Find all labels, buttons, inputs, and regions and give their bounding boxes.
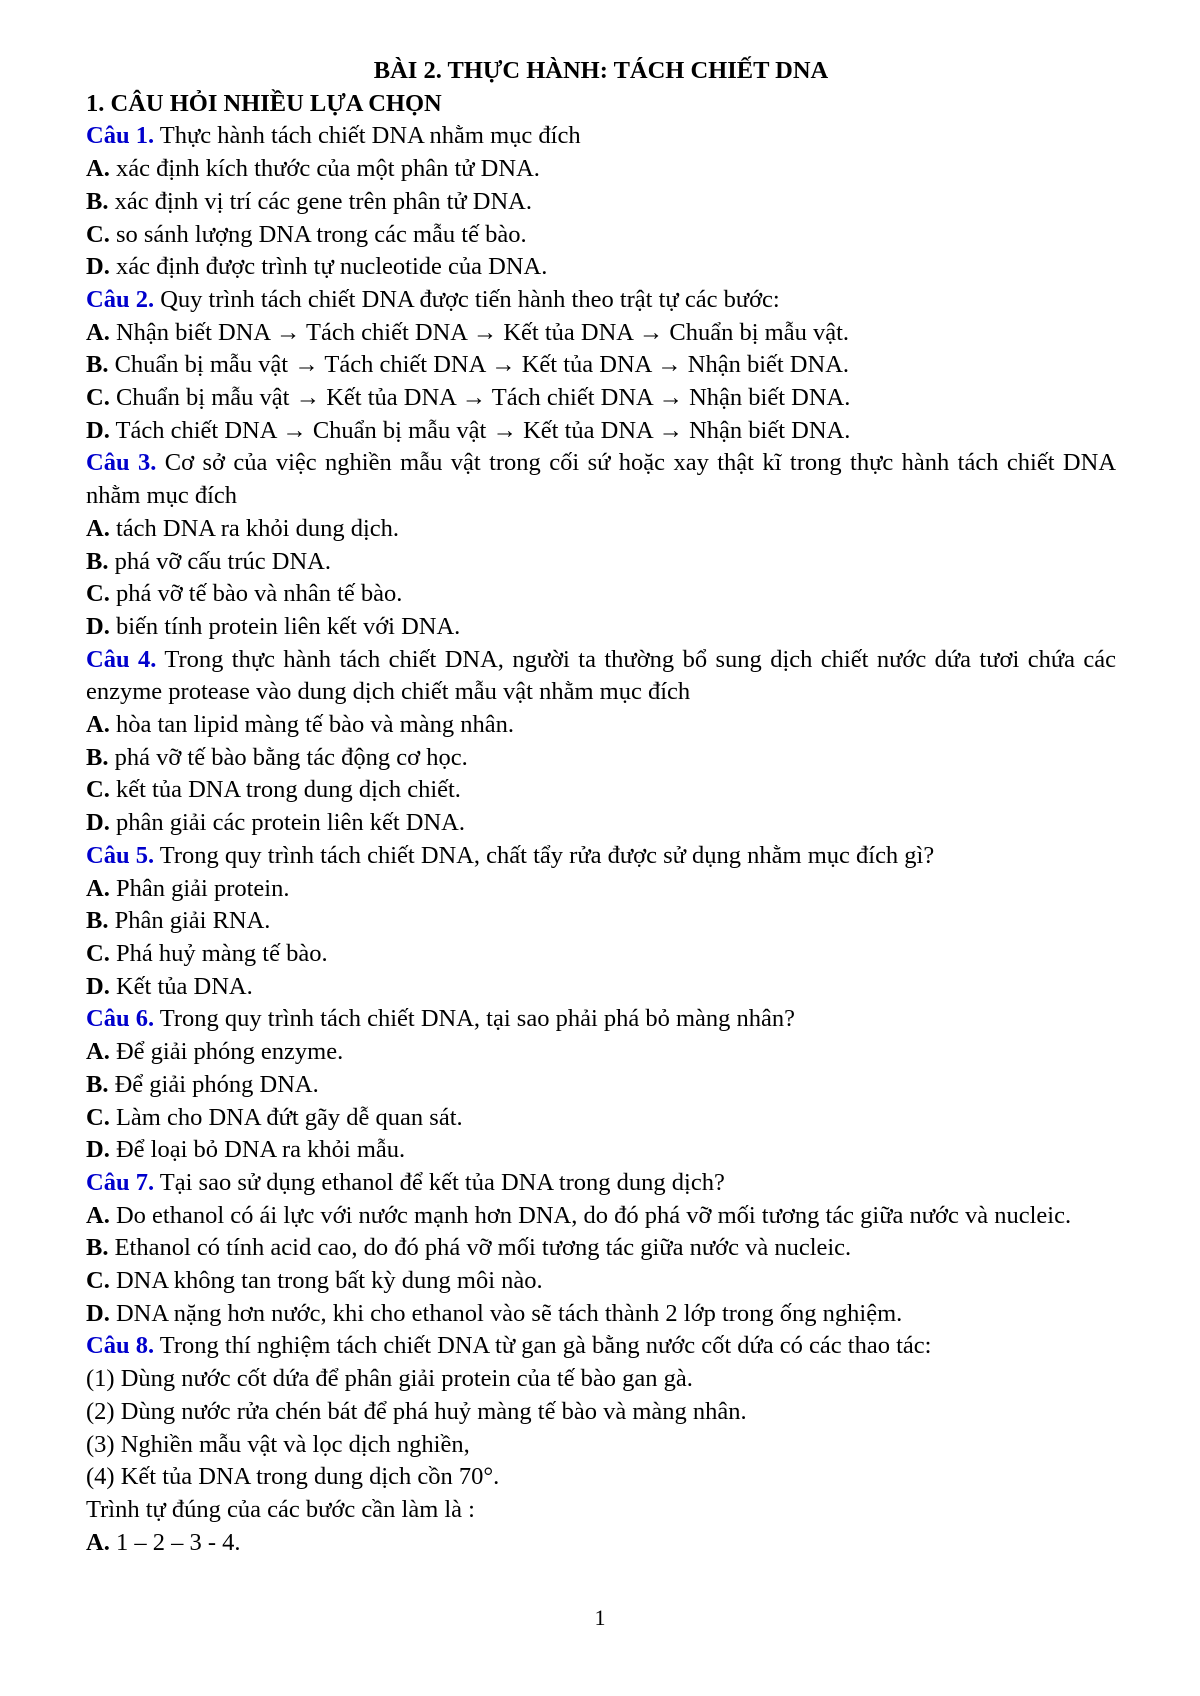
page-title: BÀI 2. THỰC HÀNH: TÁCH CHIẾT DNA <box>373 57 829 84</box>
option-text: Phân giải RNA. <box>114 907 271 935</box>
option-text: biến tính protein liên kết với DNA. <box>115 612 461 640</box>
option-label: D. <box>86 1136 110 1164</box>
option-text: phá vỡ cấu trúc DNA. <box>114 547 331 575</box>
option-d <box>86 1134 1116 1167</box>
option-label: B. <box>86 1070 109 1098</box>
option-label: D. <box>86 1299 110 1327</box>
option-text: Nhận biết DNA → Tách chiết DNA → Kết tủa DNA → Chuẩn bị mẫu vật. <box>115 318 850 346</box>
option-label: C. <box>86 939 110 967</box>
question-label: Câu 8. <box>86 1332 155 1360</box>
step-item: (2) Dùng nước rửa chén bát để phá huỷ màng tế bào và màng nhân. <box>86 1397 747 1425</box>
option-text: Kết tủa DNA. <box>115 972 253 1000</box>
option-text: Để giải phóng enzyme. <box>115 1038 344 1066</box>
question-5 <box>86 840 1116 873</box>
option-text: xác định kích thước của một phân tử DNA. <box>115 155 540 183</box>
option-label: A. <box>86 711 110 739</box>
question-1 <box>86 120 1116 153</box>
question-8 <box>86 1330 1116 1363</box>
option-b <box>86 742 1116 775</box>
option-c <box>86 938 1116 971</box>
option-label: B. <box>86 907 109 935</box>
option-label: A. <box>86 1038 110 1066</box>
question-label: Câu 5. <box>86 841 155 869</box>
option-label: A. <box>86 1528 110 1556</box>
document-page <box>86 55 1116 1559</box>
option-c <box>86 1265 1116 1298</box>
option-label: D. <box>86 253 110 281</box>
option-label: D. <box>86 809 110 837</box>
question-text: Quy trình tách chiết DNA được tiến hành theo trật tự các bước: <box>160 285 780 313</box>
option-text: phân giải các protein liên kết DNA. <box>115 809 465 837</box>
option-c <box>86 578 1116 611</box>
question-4 <box>86 644 1116 709</box>
option-b <box>86 186 1116 219</box>
question-label: Câu 3. <box>86 449 157 477</box>
step-item: (3) Nghiền mẫu vật và lọc dịch nghiền, <box>86 1430 470 1458</box>
option-d <box>86 251 1116 284</box>
question-text: Trong thí nghiệm tách chiết DNA từ gan gà bằng nước cốt dứa có các thao tác: <box>159 1332 932 1360</box>
option-label: C. <box>86 580 110 608</box>
option-text: Chuẩn bị mẫu vật → Kết tủa DNA → Tách chiết DNA → Nhận biết DNA. <box>115 384 851 412</box>
option-text: hòa tan lipid màng tế bào và màng nhân. <box>115 711 514 739</box>
question-text: Trong quy trình tách chiết DNA, chất tẩy rửa được sử dụng nhằm mục đích gì? <box>159 841 935 869</box>
option-text: phá vỡ tế bào và nhân tế bào. <box>115 580 403 608</box>
option-b <box>86 1232 1116 1265</box>
question-label: Câu 4. <box>86 645 157 673</box>
option-text: Tách chiết DNA → Chuẩn bị mẫu vật → Kết tủa DNA → Nhận biết DNA. <box>115 416 851 444</box>
option-d <box>86 807 1116 840</box>
question-label: Câu 7. <box>86 1168 155 1196</box>
option-a <box>86 709 1116 742</box>
option-b <box>86 349 1116 382</box>
option-label: C. <box>86 384 110 412</box>
option-a <box>86 153 1116 186</box>
option-d <box>86 1298 1116 1331</box>
option-a <box>86 1527 1116 1560</box>
option-a <box>86 1036 1116 1069</box>
option-label: B. <box>86 187 109 215</box>
question-7 <box>86 1167 1116 1200</box>
question-3 <box>86 447 1116 512</box>
option-c <box>86 219 1116 252</box>
option-text: Do ethanol có ái lực với nước mạnh hơn DNA, do đó phá vỡ mối tương tác giữa nước và nucleic. <box>115 1201 1072 1229</box>
option-a <box>86 1200 1116 1233</box>
option-text: Phân giải protein. <box>115 874 290 902</box>
question-2 <box>86 284 1116 317</box>
option-label: D. <box>86 416 110 444</box>
option-text: 1 – 2 – 3 - 4. <box>115 1528 241 1556</box>
option-text: Ethanol có tính acid cao, do đó phá vỡ mối tương tác giữa nước và nucleic. <box>114 1234 852 1262</box>
option-label: B. <box>86 1234 109 1262</box>
question-text: Thực hành tách chiết DNA nhằm mục đích <box>159 122 581 150</box>
option-text: Phá huỷ màng tế bào. <box>115 939 328 967</box>
option-label: D. <box>86 612 110 640</box>
option-text: Để loại bỏ DNA ra khỏi mẫu. <box>115 1136 406 1164</box>
option-label: A. <box>86 874 110 902</box>
option-text: Làm cho DNA đứt gãy dễ quan sát. <box>115 1103 463 1131</box>
question-6 <box>86 1003 1116 1036</box>
option-text: so sánh lượng DNA trong các mẫu tế bào. <box>115 220 527 248</box>
option-label: C. <box>86 1267 110 1295</box>
option-c <box>86 382 1116 415</box>
page-number: 1 <box>594 1605 606 1630</box>
question-label: Câu 1. <box>86 122 155 150</box>
option-label: D. <box>86 972 110 1000</box>
option-text: xác định được trình tự nucleotide của DNA. <box>115 253 548 281</box>
option-label: C. <box>86 220 110 248</box>
section-heading: 1. CÂU HỎI NHIỀU LỰA CHỌN <box>86 89 442 117</box>
option-text: kết tủa DNA trong dung dịch chiết. <box>115 776 461 804</box>
option-d <box>86 971 1116 1004</box>
step-item: (1) Dùng nước cốt dứa để phân giải protein của tế bào gan gà. <box>86 1365 693 1393</box>
option-text: phá vỡ tế bào bằng tác động cơ học. <box>114 743 468 771</box>
option-label: B. <box>86 547 109 575</box>
option-d <box>86 415 1116 448</box>
option-text: Để giải phóng DNA. <box>114 1070 319 1098</box>
option-text: DNA nặng hơn nước, khi cho ethanol vào sẽ tách thành 2 lớp trong ống nghiệm. <box>115 1299 903 1327</box>
option-a <box>86 317 1116 350</box>
question-text: Trong quy trình tách chiết DNA, tại sao phải phá bỏ màng nhân? <box>159 1005 796 1033</box>
question-text: Tại sao sử dụng ethanol để kết tủa DNA trong dung dịch? <box>159 1168 725 1196</box>
question-prompt: Trình tự đúng của các bước cần làm là : <box>86 1495 475 1523</box>
option-c <box>86 1102 1116 1135</box>
option-text: xác định vị trí các gene trên phân tử DNA. <box>114 187 532 215</box>
option-label: A. <box>86 155 110 183</box>
question-label: Câu 6. <box>86 1005 155 1033</box>
option-label: A. <box>86 318 110 346</box>
option-text: tách DNA ra khỏi dung dịch. <box>115 514 400 542</box>
option-a <box>86 873 1116 906</box>
option-label: C. <box>86 776 110 804</box>
question-text: Cơ sở của việc nghiền mẫu vật trong cối sứ hoặc xay thật kĩ trong thực hành tách chiết DNA nhằm mục đích <box>86 449 1117 510</box>
option-text: Chuẩn bị mẫu vật → Tách chiết DNA → Kết tủa DNA → Nhận biết DNA. <box>114 351 850 379</box>
question-label: Câu 2. <box>86 285 155 313</box>
option-d <box>86 611 1116 644</box>
option-label: A. <box>86 514 110 542</box>
question-text: Trong thực hành tách chiết DNA, người ta thường bổ sung dịch chiết nước dứa tươi chứa các enzyme protease vào dung dịch chiết mẫu vật nhằm mục đích <box>86 645 1117 706</box>
option-label: A. <box>86 1201 110 1229</box>
option-text: DNA không tan trong bất kỳ dung môi nào. <box>115 1267 543 1295</box>
option-b <box>86 546 1116 579</box>
option-label: B. <box>86 351 109 379</box>
option-label: B. <box>86 743 109 771</box>
option-b <box>86 905 1116 938</box>
step-item: (4) Kết tủa DNA trong dung dịch cồn 70°. <box>86 1463 500 1491</box>
option-b <box>86 1069 1116 1102</box>
option-label: C. <box>86 1103 110 1131</box>
option-c <box>86 774 1116 807</box>
option-a <box>86 513 1116 546</box>
